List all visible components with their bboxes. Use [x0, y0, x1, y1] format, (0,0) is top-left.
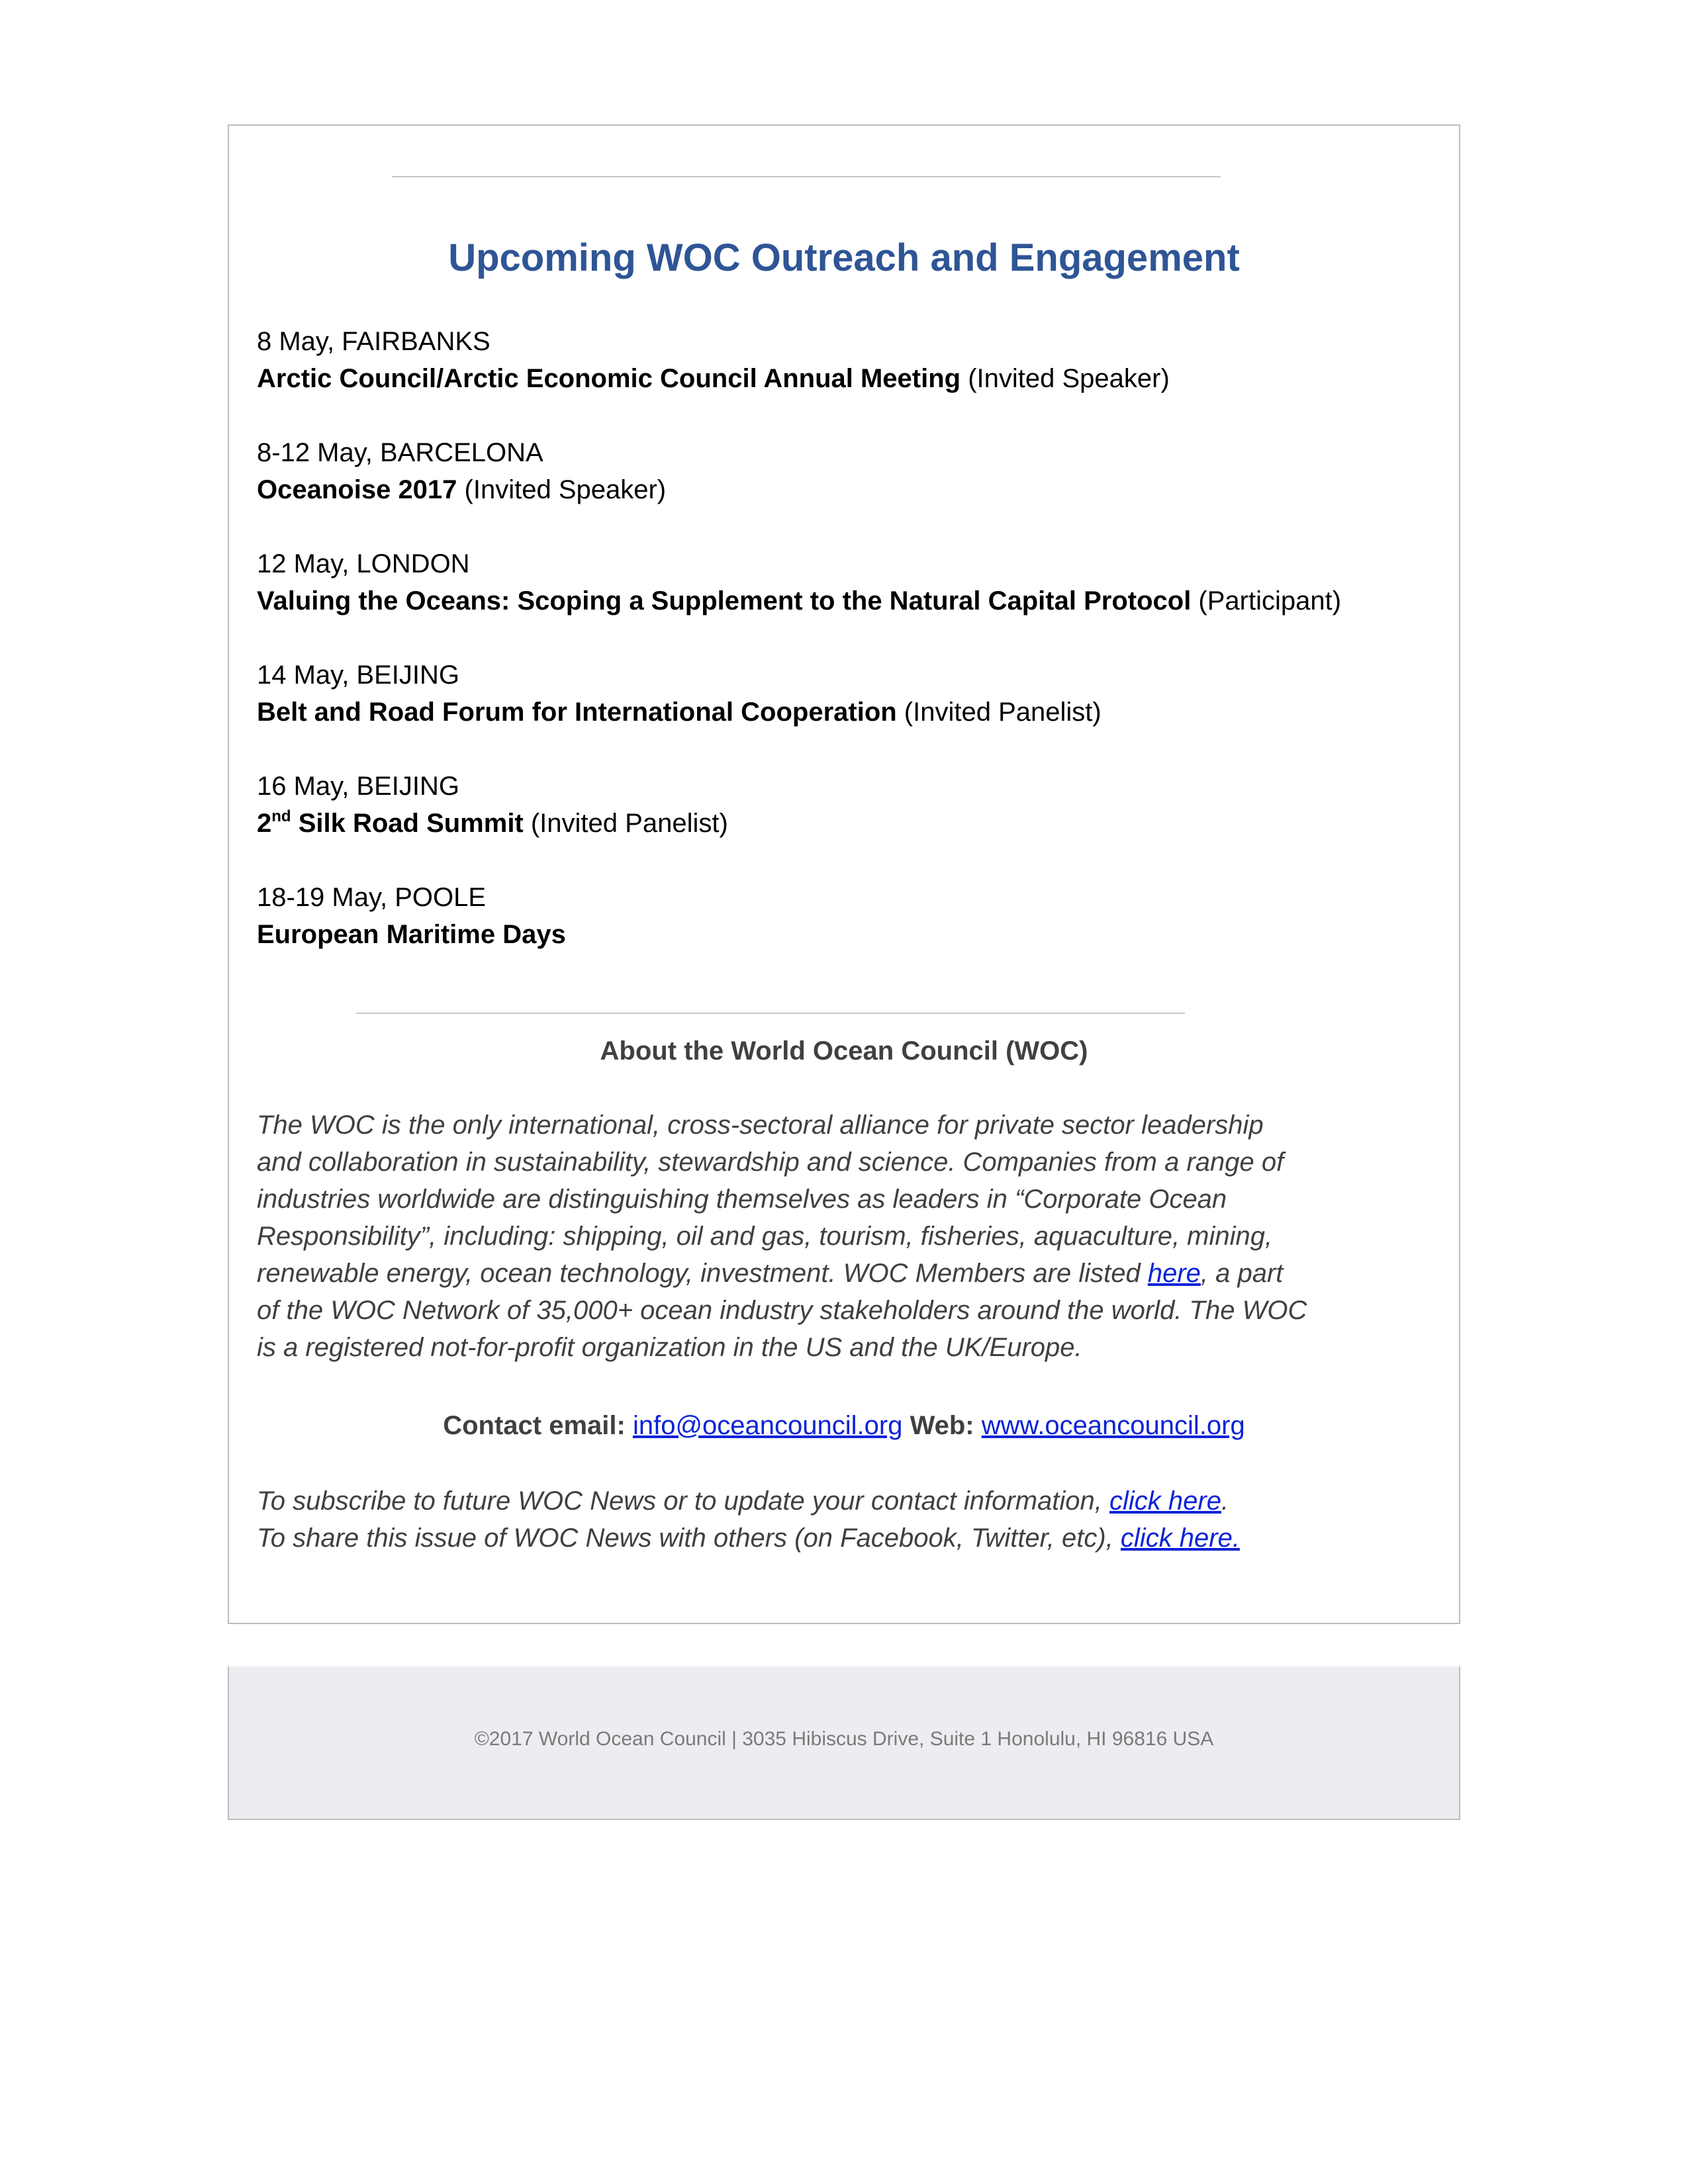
subscribe-section [257, 1482, 1422, 1557]
event-title: Silk Road Summit [291, 809, 524, 838]
contact-line [228, 1407, 1460, 1444]
event-title: European Maritime Days [257, 920, 566, 949]
top-divider [392, 176, 1221, 177]
event-date: 12 May, LONDON [257, 549, 470, 578]
about-text: , a part [1200, 1259, 1284, 1288]
footer [228, 1666, 1460, 1820]
about-line: is a registered not-for-profit organization in the US and the UK/Europe. [257, 1333, 1082, 1362]
event-item [257, 434, 1422, 508]
events-list [257, 323, 1422, 990]
contact-web-label: Web: [902, 1411, 982, 1440]
event-date: 14 May, BEIJING [257, 660, 460, 690]
about-line: and collaboration in sustainability, stewardship and science. Companies from a range of [257, 1148, 1284, 1177]
event-details [257, 471, 1422, 508]
event-item [257, 657, 1422, 731]
event-title: Belt and Road Forum for International Cooperation [257, 698, 897, 727]
event-details [257, 805, 1422, 842]
page-title: Upcoming WOC Outreach and Engagement [448, 236, 1240, 279]
share-text: To share this issue of WOC News with others (on Facebook, Twitter, etc), [257, 1524, 1121, 1553]
event-date: 8-12 May, BARCELONA [257, 438, 543, 467]
event-role: (Invited Panelist) [523, 809, 728, 838]
event-title-prefix: 2 [257, 809, 272, 838]
event-item [257, 879, 1422, 953]
event-item [257, 768, 1422, 842]
event-title: Arctic Council/Arctic Economic Council Annual Meeting [257, 364, 961, 393]
event-item [257, 323, 1422, 397]
subscribe-text: . [1221, 1486, 1229, 1516]
about-line: industries worldwide are distinguishing themselves as leaders in “Corporate Ocean [257, 1185, 1227, 1214]
event-title-superscript: nd [271, 807, 291, 825]
event-details [257, 916, 1422, 953]
event-date: 18-19 May, POOLE [257, 883, 487, 912]
about-line: of the WOC Network of 35,000+ ocean industry stakeholders around the world. The WOC [257, 1296, 1307, 1325]
event-role: (Invited Speaker) [457, 475, 667, 504]
event-title: Valuing the Oceans: Scoping a Supplement to the Natural Capital Protocol [257, 586, 1192, 615]
subscribe-text: To subscribe to future WOC News or to update your contact information, [257, 1486, 1110, 1516]
members-link[interactable]: here [1147, 1259, 1201, 1288]
about-line: The WOC is the only international, cross-sectoral alliance for private sector leadership [257, 1111, 1264, 1140]
share-link[interactable]: click here. [1120, 1524, 1240, 1553]
event-role: (Participant) [1191, 586, 1342, 615]
event-date: 8 May, FAIRBANKS [257, 327, 491, 356]
event-role: (Invited Speaker) [961, 364, 1170, 393]
website-link[interactable]: www.oceancouncil.org [981, 1411, 1245, 1440]
about-paragraph [257, 1107, 1369, 1366]
about-line [257, 1255, 1369, 1292]
event-details [257, 360, 1422, 397]
subscribe-link[interactable]: click here [1109, 1486, 1221, 1516]
about-text: renewable energy, ocean technology, investment. WOC Members are listed [257, 1259, 1148, 1288]
footer-address: ©2017 World Ocean Council | 3035 Hibiscus Drive, Suite 1 Honolulu, HI 96816 USA [474, 1728, 1214, 1750]
share-line [257, 1520, 1422, 1557]
event-date: 16 May, BEIJING [257, 772, 460, 801]
subscribe-line [257, 1482, 1422, 1520]
event-details [257, 694, 1422, 731]
event-item [257, 545, 1422, 619]
contact-email-label: Contact email: [443, 1411, 633, 1440]
about-line: Responsibility”, including: shipping, oil and gas, tourism, fisheries, aquaculture, mining, [257, 1222, 1273, 1251]
about-divider [356, 1013, 1185, 1014]
event-details [257, 582, 1422, 619]
event-title: Oceanoise 2017 [257, 475, 457, 504]
about-heading: About the World Ocean Council (WOC) [600, 1036, 1088, 1066]
contact-email-link[interactable]: info@oceancouncil.org [632, 1411, 903, 1440]
event-role: (Invited Panelist) [896, 698, 1102, 727]
